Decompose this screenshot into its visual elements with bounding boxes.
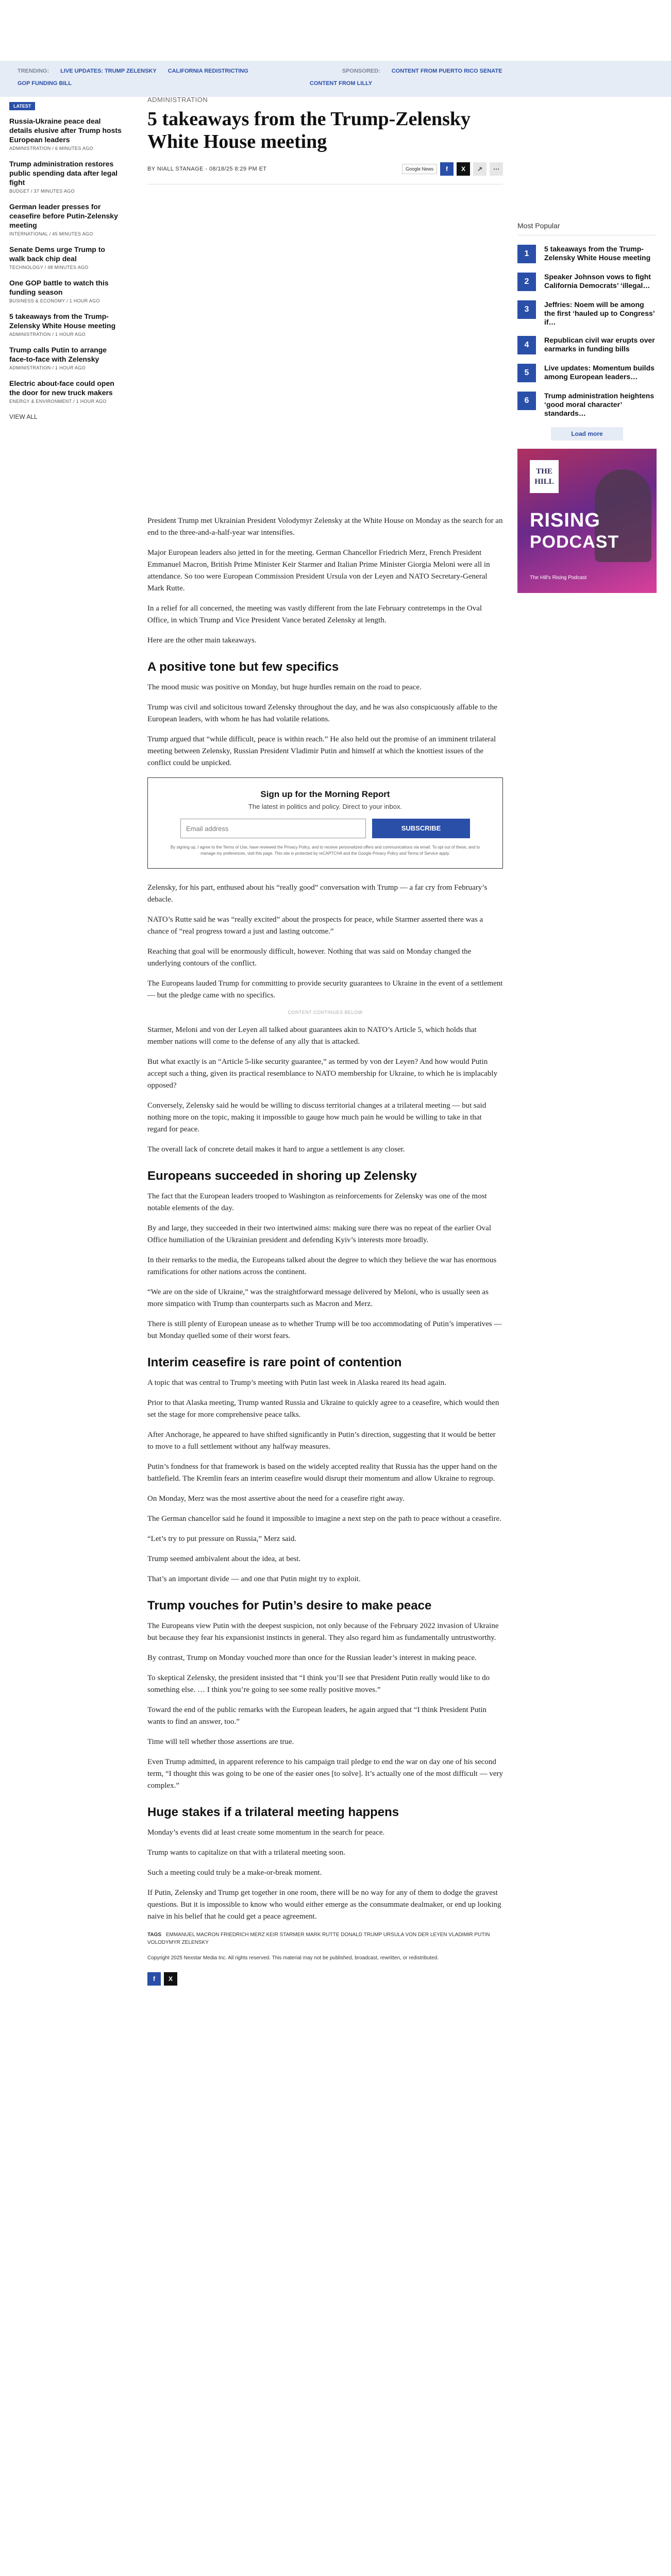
trending-link[interactable]: CALIFORNIA REDISTRICTING xyxy=(167,68,248,74)
share-bar xyxy=(402,162,503,176)
podcast-line1: RISING xyxy=(530,510,600,531)
subheading: Interim ceasefire is rare point of contention xyxy=(147,1355,402,1369)
popular-title[interactable]: Live updates: Momentum builds among European leaders… xyxy=(544,364,655,381)
paragraph: To skeptical Zelensky, the president insisted that “I think you’ll see that President Putin really would like to do something else. … I think you’re going to see some really positive moves.” xyxy=(147,1674,490,1694)
popular-item[interactable] xyxy=(517,300,657,327)
google-news-button[interactable]: Google News xyxy=(402,164,437,174)
latest-meta: INTERNATIONAL / 45 MINUTES AGO xyxy=(9,231,93,236)
signup-form xyxy=(169,819,482,838)
paragraph: Toward the end of the public remarks with the European leaders, he again argued that “I think President Putin wants to find an answer, too.” xyxy=(147,1706,487,1726)
share-icon[interactable]: ↗ xyxy=(473,162,487,176)
paragraph: “We are on the side of Ukraine,” was the straightforward message delivered by Meloni, who is usually seen as more simpatico with Trump than counterparts such as Macron and Merz. xyxy=(147,1288,489,1308)
subscribe-button[interactable]: SUBSCRIBE xyxy=(372,819,470,838)
popular-item[interactable] xyxy=(517,364,657,382)
latest-title[interactable]: Senate Dems urge Trump to walk back chip deal xyxy=(9,245,105,263)
latest-meta: ADMINISTRATION / 1 HOUR AGO xyxy=(9,332,86,337)
latest-item[interactable] xyxy=(9,159,123,194)
headline: 5 takeaways from the Trump-Zelensky White House meeting xyxy=(147,108,471,152)
paragraph: Conversely, Zelensky said he would be willing to discuss territorial changes at a trilateral meeting — but said nothing more on the topic, making it impossible to gauge how much pain he would be willing to take in that regard for peace. xyxy=(147,1101,487,1133)
more-icon[interactable]: ⋯ xyxy=(490,162,503,176)
paragraph: President Trump met Ukrainian President Volodymyr Zelensky at the White House on Monday as the search for an end to the three-and-a-half-year war intensifies. xyxy=(147,517,503,537)
latest-item[interactable] xyxy=(9,202,123,236)
latest-title[interactable]: German leader presses for ceasefire before Putin-Zelensky meeting xyxy=(9,202,118,229)
paragraph: The fact that the European leaders trooped to Washington as reinforcements for Zelensky was one of the most notable elements of the day. xyxy=(147,1192,487,1212)
podcast-sub: The Hill's Rising Podcast xyxy=(530,575,587,581)
popular-rank: 1 xyxy=(517,245,536,263)
paragraph: Prior to that Alaska meeting, Trump wanted Russia and Ukraine to quickly agree to a ceasefire, which would then set the stage for more comprehensive peace talks. xyxy=(147,1399,499,1419)
latest-title[interactable]: Trump administration restores public spending data after legal fight xyxy=(9,160,118,187)
subheading: Europeans succeeded in shoring up Zelensky xyxy=(147,1169,417,1183)
subheading: Trump vouches for Putin’s desire to make peace xyxy=(147,1599,432,1613)
trending-row xyxy=(18,80,372,87)
latest-meta: TECHNOLOGY / 48 MINUTES AGO xyxy=(9,265,89,270)
content-continues-label: CONTENT CONTINUES BELOW xyxy=(288,1010,363,1015)
copyright: Copyright 2025 Nexstar Media Inc. All rights reserved. This material may not be published, broadcast, rewritten, or redistributed. xyxy=(147,1955,439,1961)
popular-item[interactable] xyxy=(517,245,657,263)
popular-rank: 2 xyxy=(517,273,536,291)
subheading: A positive tone but few specifics xyxy=(147,660,339,674)
facebook-icon[interactable]: f xyxy=(440,162,454,176)
paragraph: By contrast, Trump on Monday vouched more than once for the Russian leader’s interest in making peace. xyxy=(147,1654,477,1662)
paragraph: Zelensky, for his part, enthused about his “really good” conversation with Trump — a far cry from February’s debacle. xyxy=(147,884,488,904)
paragraph: “Let’s try to put pressure on Russia,” Merz said. xyxy=(147,1535,297,1543)
paragraph: Trump was civil and solicitous toward Zelensky throughout the day, and he was also conspicuously affable to the European leaders, with whom he has had volatile relations. xyxy=(147,703,497,723)
latest-title[interactable]: 5 takeaways from the Trump-Zelensky White House meeting xyxy=(9,312,116,330)
paragraph: That’s an important divide — and one that Putin might try to exploit. xyxy=(147,1575,361,1583)
paragraph: Major European leaders also jetted in for the meeting. German Chancellor Friedrich Merz, French President Emmanuel Macron, British Prime Minister Keir Starmer and Italian Prime Minister Giorgia Meloni were all in attendance. So too were European Commission President Ursula von der Leyen and NATO Secretary-General Mark Rutte. xyxy=(147,549,490,592)
latest-meta: BUSINESS & ECONOMY / 1 HOUR AGO xyxy=(9,298,100,303)
trending-link[interactable]: GOP FUNDING BILL xyxy=(18,80,72,87)
paragraph: A topic that was central to Trump’s meeting with Putin last week in Alaska reared its head again. xyxy=(147,1379,446,1387)
podcast-logo: THE HILL xyxy=(530,460,559,493)
byline-row xyxy=(147,162,503,184)
paragraph: After Anchorage, he appeared to have shifted significantly in Putin’s direction, suggesting that it would be better to move to a full settlement without any halfway measures. xyxy=(147,1431,496,1451)
popular-item[interactable] xyxy=(517,336,657,354)
paragraph: There is still plenty of European unease as to whether Trump will be too accommodating of Putin’s imperatives — but Monday quelled some of their worst fears. xyxy=(147,1320,502,1340)
email-input[interactable]: Email address xyxy=(180,819,366,838)
signup-subtitle: The latest in politics and policy. Direct to your inbox. xyxy=(248,803,402,810)
sponsored-link[interactable]: CONTENT FROM LILLY xyxy=(309,80,373,87)
hero-image xyxy=(147,216,503,510)
paragraph: Trump seemed ambivalent about the idea, at best. xyxy=(147,1555,301,1563)
newsletter-signup xyxy=(147,777,503,869)
x-icon[interactable]: X xyxy=(164,1972,177,1986)
paragraph: In their remarks to the media, the Europeans talked about the degree to which they believe the war has enormous ramifications for other nations across the continent. xyxy=(147,1256,497,1276)
sponsored-link[interactable]: CONTENT FROM PUERTO RICO SENATE xyxy=(391,68,502,74)
popular-rank: 3 xyxy=(517,300,536,319)
popular-item[interactable] xyxy=(517,273,657,291)
latest-title[interactable]: Trump calls Putin to arrange face-to-face with Zelensky xyxy=(9,346,107,363)
view-all-link[interactable]: VIEW ALL xyxy=(9,413,38,420)
popular-title[interactable]: Republican civil war erupts over earmarks in funding bills xyxy=(544,336,655,353)
popular-rank: 4 xyxy=(517,336,536,354)
x-icon[interactable]: X xyxy=(457,162,470,176)
popular-rank: 6 xyxy=(517,392,536,410)
latest-item[interactable] xyxy=(9,245,123,270)
popular-rank: 5 xyxy=(517,364,536,382)
paragraph: Even Trump admitted, in apparent reference to his campaign trail pledge to end the war on day one of his second term, “I thought this was going to be one of the easier ones [to solve]. It’s actually one of the most difficult — very complex.” xyxy=(147,1758,503,1790)
paragraph: Such a meeting could truly be a make-or-break moment. xyxy=(147,1869,322,1877)
trending-bar xyxy=(0,61,671,97)
latest-meta: BUDGET / 37 MINUTES AGO xyxy=(9,189,75,194)
tags-list[interactable]: EMMANUEL MACRON FRIEDRICH MERZ KEIR STARMER MARK RUTTE DONALD TRUMP URSULA VON DER LEYEN VLADIMIR PUTIN VOLODYMYR ZELENSKY xyxy=(147,1932,490,1945)
trending-tag: TRENDING: xyxy=(18,68,49,74)
right-sidebar xyxy=(517,222,657,593)
paragraph: Starmer, Meloni and von der Leyen all talked about guarantees akin to NATO’s Article 5, which holds that member nations will come to the defense of any ally that is attacked. xyxy=(147,1026,477,1046)
latest-item[interactable] xyxy=(9,116,123,151)
paragraph: Trump wants to capitalize on that with a trilateral meeting soon. xyxy=(147,1849,345,1857)
latest-title[interactable]: Electric about-face could open the door for new truck makers xyxy=(9,379,114,397)
podcast-line2: PODCAST xyxy=(530,532,619,552)
section-label[interactable]: ADMINISTRATION xyxy=(147,96,208,104)
popular-title[interactable]: Speaker Johnson vows to fight California Democrats’ ‘illegal… xyxy=(544,273,651,290)
latest-item[interactable] xyxy=(9,312,123,337)
share-bar-bottom xyxy=(147,1972,503,1986)
latest-item[interactable] xyxy=(9,278,123,303)
facebook-icon[interactable]: f xyxy=(147,1972,161,1986)
latest-title[interactable]: One GOP battle to watch this funding season xyxy=(9,279,109,296)
paragraph: The overall lack of concrete detail makes it hard to argue a settlement is any closer. xyxy=(147,1145,405,1154)
trending-row xyxy=(18,68,502,74)
signup-title: Sign up for the Morning Report xyxy=(260,789,390,799)
paragraph: Here are the other main takeaways. xyxy=(147,636,257,645)
paragraph: Monday’s events did at least create some momentum in the search for peace. xyxy=(147,1828,385,1837)
popular-title[interactable]: 5 takeaways from the Trump-Zelensky White House meeting xyxy=(544,245,651,262)
tags-label: TAGS xyxy=(147,1932,162,1938)
paragraph: If Putin, Zelensky and Trump get together in one room, there will be no way for any of them to dodge the gravest questions. But it is impossible to know who would either emerge as the consummate dealmaker, or end up looking naive in his belief that he could get a peace agreement. xyxy=(147,1889,501,1921)
article-header xyxy=(147,96,503,184)
latest-meta: ADMINISTRATION / 6 MINUTES AGO xyxy=(9,146,93,151)
latest-item[interactable] xyxy=(9,379,123,404)
paragraph: But what exactly is an “Article 5-like security guarantee,” as termed by von der Leyen? And how would Putin accept such a thing, given its practical resemblance to NATO membership for Ukraine, to which he is implacably opposed? xyxy=(147,1058,498,1090)
paragraph: Putin’s fondness for that framework is based on the widely accepted reality that Russia has the upper hand on the battlefield. The Kremlin fears an interim ceasefire would disrupt their momentum and allow Ukraine to regroup. xyxy=(147,1463,497,1483)
latest-badge: LATEST xyxy=(9,102,35,110)
trending-link[interactable]: LIVE UPDATES: TRUMP ZELENSKY xyxy=(60,68,157,74)
paragraph: The Europeans lauded Trump for committing to provide security guarantees to Ukraine in the event of a settlement — but the pledge came with no specifics. xyxy=(147,979,503,999)
latest-title[interactable]: Russia-Ukraine peace deal details elusive after Trump hosts European leaders xyxy=(9,117,122,144)
paragraph: Reaching that goal will be enormously difficult, however. Nothing that was said on Monday changed the underlying contours of the conflict. xyxy=(147,947,472,968)
latest-sidebar xyxy=(9,101,123,421)
tags-row xyxy=(147,1931,503,1946)
paragraph: On Monday, Merz was the most assertive about the need for a ceasefire right away. xyxy=(147,1495,405,1503)
paragraph: Time will tell whether those assertions are true. xyxy=(147,1738,294,1746)
paragraph: Trump argued that “while difficult, peace is within reach.” He also held out the promise of an imminent trilateral meeting between Zelensky, Russian President Vladimir Putin and himself at which the knottiest issues of the conflict could be unpicked. xyxy=(147,735,496,767)
sponsored-tag: SPONSORED: xyxy=(342,68,380,74)
load-more-button[interactable]: Load more xyxy=(551,427,623,440)
latest-meta: ADMINISTRATION / 1 HOUR AGO xyxy=(9,365,86,370)
popular-title[interactable]: Trump administration heightens ‘good moral character’ standards… xyxy=(544,392,655,417)
subheading: Huge stakes if a trilateral meeting happens xyxy=(147,1805,399,1819)
signup-legal: By signing up, I agree to the Terms of Use, have reviewed the Privacy Policy, and to receive personalized offers and communications via email. To opt out of these, and to manage my preferences, visit this page. This site is protected by reCAPTCHA and the Google Privacy Policy and Terms of Service apply. xyxy=(170,845,480,856)
byline: BY NIALL STANAGE - 08/18/25 8:29 PM ET xyxy=(147,166,267,172)
paragraph: By and large, they succeeded in their two intertwined aims: making sure there was no repeat of the earlier Oval Office humiliation of the Ukrainian president and defending Kyiv’s interests more broadly. xyxy=(147,1224,491,1244)
paragraph: In a relief for all concerned, the meeting was vastly different from the late February contretemps in the Oval Office, in which Trump and Vice President Vance berated Zelensky at length. xyxy=(147,604,482,624)
popular-title[interactable]: Jeffries: Noem will be among the first ‘hauled up to Congress’ if… xyxy=(544,300,655,326)
most-popular-title: Most Popular xyxy=(517,222,657,235)
latest-item[interactable] xyxy=(9,345,123,370)
paragraph: The mood music was positive on Monday, but huge hurdles remain on the road to peace. xyxy=(147,683,422,691)
popular-item[interactable] xyxy=(517,392,657,418)
paragraph: The German chancellor said he found it impossible to imagine a next step on the path to peace without a ceasefire. xyxy=(147,1515,501,1523)
paragraph: NATO’s Rutte said he was “really excited” about the prospects for peace, while Starmer asserted there was a chance of “real progress toward a just and lasting outcome.” xyxy=(147,916,483,936)
podcast-ad[interactable] xyxy=(517,449,657,593)
latest-meta: ENERGY & ENVIRONMENT / 1 HOUR AGO xyxy=(9,399,107,404)
article-body xyxy=(147,515,503,1986)
paragraph: The Europeans view Putin with the deepest suspicion, not only because of the February 2022 invasion of Ukraine but because they fear his expansionist instincts in general. They also regard him as fundamentally untrustworthy. xyxy=(147,1622,499,1642)
